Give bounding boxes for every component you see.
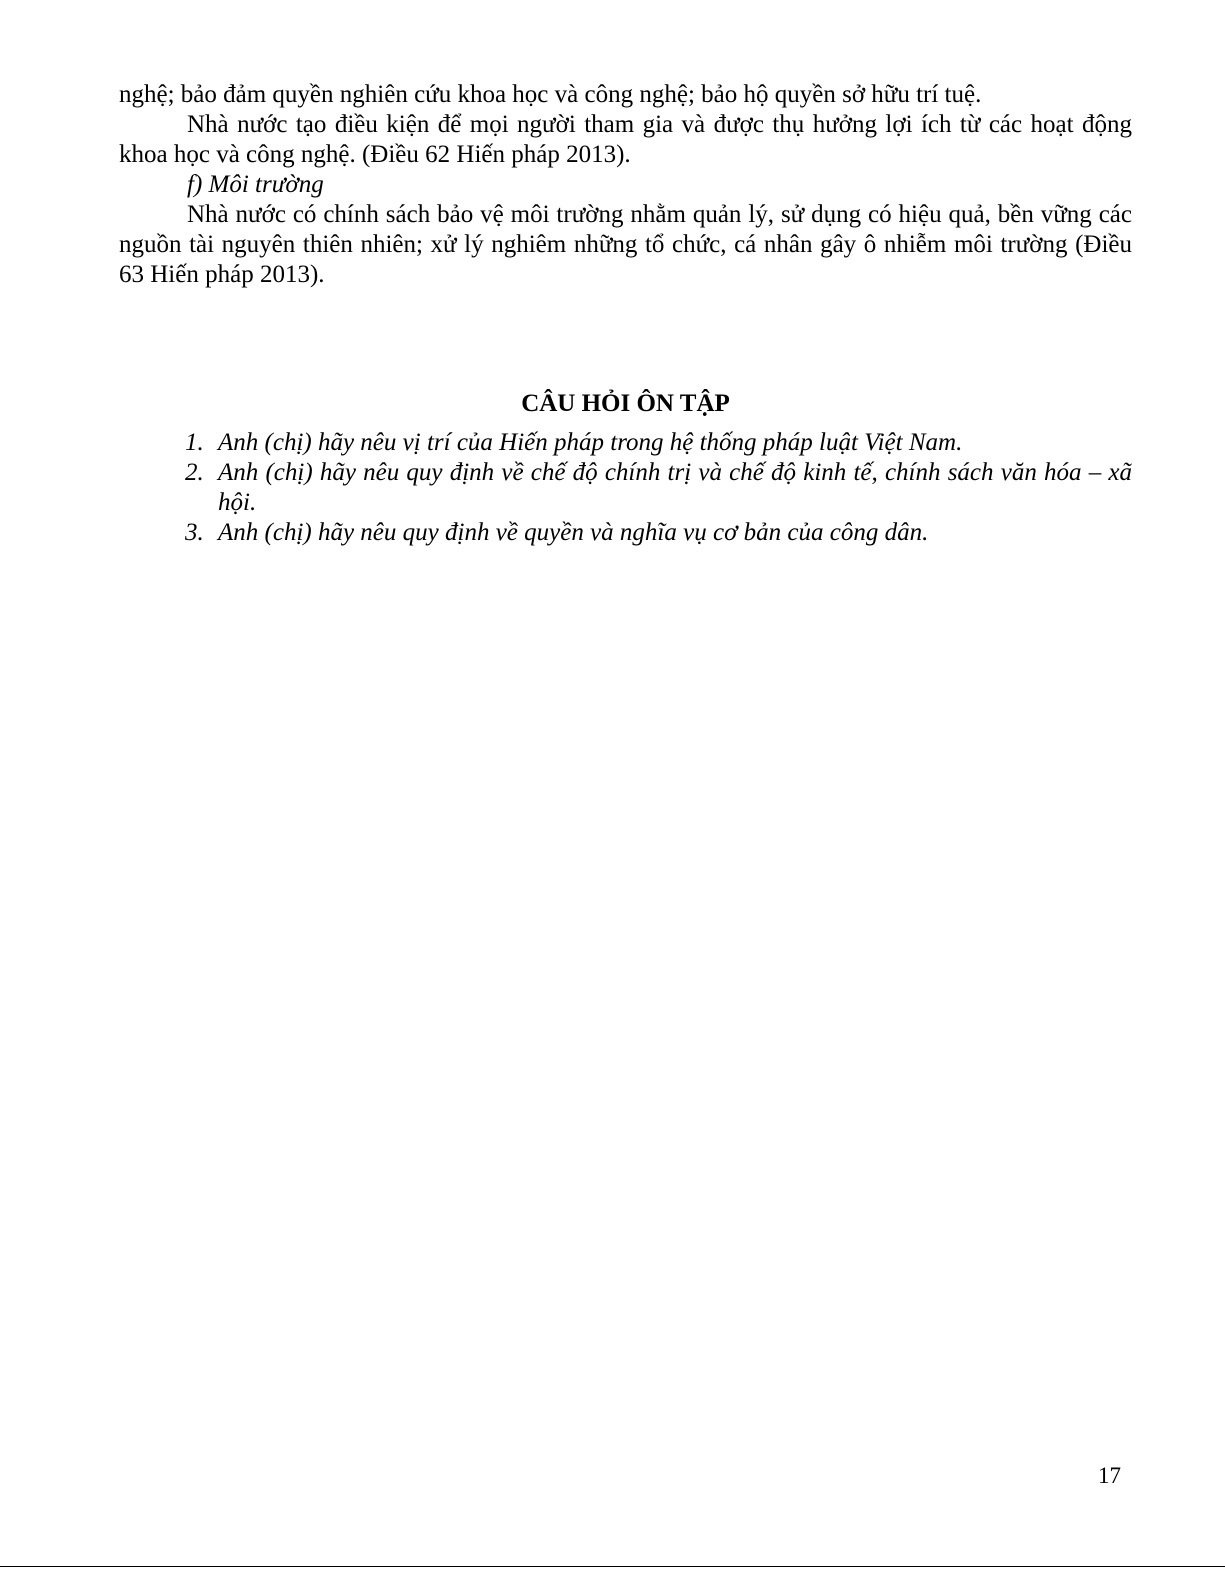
list-item [185, 428, 1132, 458]
review-questions-list [185, 428, 1132, 548]
question-text: Anh (chị) hãy nêu vị trí của Hiến pháp trong hệ thống pháp luật Việt Nam. [218, 429, 963, 456]
list-item [185, 458, 1132, 518]
page-bottom-divider [0, 1566, 1225, 1567]
question-number: 3. [185, 519, 204, 546]
page-number: 17 [1098, 1463, 1121, 1488]
list-item [185, 518, 1132, 548]
paragraph-continuation: nghệ; bảo đảm quyền nghiên cứu khoa học và công nghệ; bảo hộ quyền sở hữu trí tuệ. [119, 81, 982, 108]
question-text: Anh (chị) hãy nêu quy định về chế độ chính trị và chế độ kinh tế, chính sách văn hóa – xã hội. [218, 459, 1132, 516]
paragraph-environment: Nhà nước có chính sách bảo vệ môi trường nhằm quản lý, sử dụng có hiệu quả, bền vững các nguồn tài nguyên thiên nhiên; xử lý nghiêm những tổ chức, cá nhân gây ô nhiễm môi trường (Điều 63 Hiến pháp 2013). [119, 201, 1132, 288]
body-text [119, 80, 1132, 290]
question-number: 2. [185, 459, 204, 486]
question-number: 1. [185, 429, 204, 456]
review-questions-heading: CÂU HỎI ÔN TẬP [521, 390, 730, 417]
paragraph-science-technology: Nhà nước tạo điều kiện để mọi người tham gia và được thụ hưởng lợi ích từ các hoạt động khoa học và công nghệ. (Điều 62 Hiến pháp 2013). [119, 111, 1132, 168]
subheading-environment: f) Môi trường [187, 171, 324, 198]
question-text: Anh (chị) hãy nêu quy định về quyền và nghĩa vụ cơ bản của công dân. [218, 519, 929, 546]
